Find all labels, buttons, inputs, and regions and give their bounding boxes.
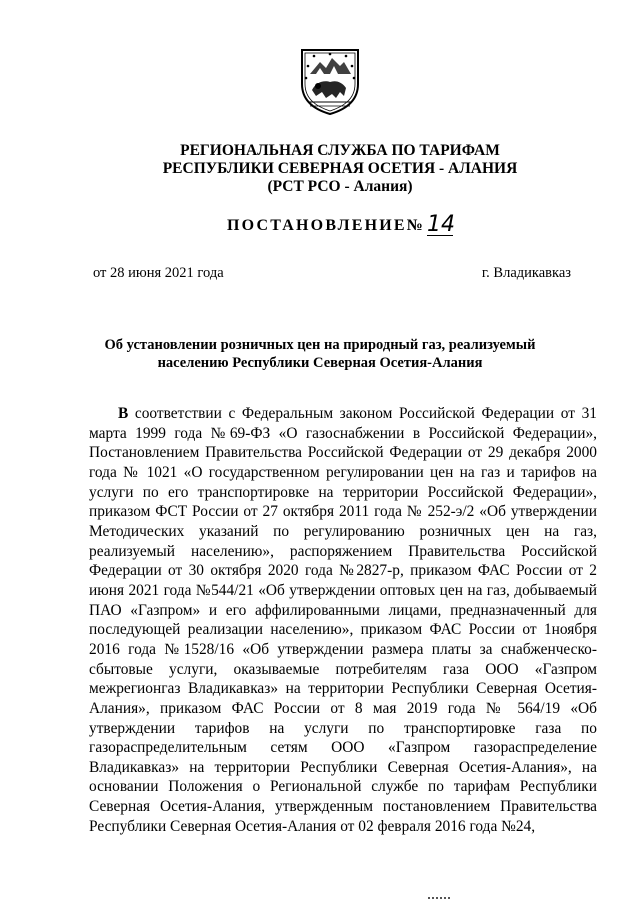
issuer-header: [0, 142, 640, 196]
document-subject: Об установлении розничных цен на природный газ, реализуемый населению Республики Северная Осетия-Алания: [104, 337, 536, 371]
number-sign: №: [406, 217, 426, 234]
coat-of-arms-icon: [296, 44, 364, 116]
document-type: ПОСТАНОВЛЕНИЕ: [226, 217, 407, 234]
document-date: от 28 июня 2021 года: [93, 265, 224, 281]
document-city: г. Владикавказ: [481, 265, 571, 281]
document-number: 14: [427, 212, 456, 237]
body-paragraph: [89, 404, 597, 836]
header-line-3: (РСТ РСО - Алания): [267, 178, 413, 195]
header-line-2: РЕСПУБЛИКИ СЕВЕРНАЯ ОСЕТИЯ - АЛАНИЯ: [162, 160, 518, 177]
date-place-row: [93, 265, 571, 282]
body-paragraph-text: соответствии с Федеральным законом Российской Федерации от 31 марта 1999 года №69-ФЗ «О газоснабжении в Российской Федерации», Постановлением Правительства Российской Федерации от 29 декабря 2000 года № 1021 «О государственном регулировании цен на газ и тарифов на услуги по его транспортировке на территории Российской Федерации», приказом ФСТ России от 27 октября 2011 года № 252-э/2 «Об утверждении Методических указаний по регулированию розничных цен на газ, реализуемый населению», распоряжением Правительства Российской Федерации от 30 октября 2020 года №2827-р, приказом ФАС России от 2 июня 2021 года №544/21 «Об утверждении оптовых цен на газ, добываемый ПАО «Газпром» и его аффилированными лицами, предназначенный для последующей реализации населению», приказом ФАС России от 1ноября 2016 года №1528/16 «Об утверждении размера платы за снабженческо-сбытовые услуги, оказываемые потребителям газа ООО «Газпром межрегионгаз Владикавказ» на территории Республики Северная Осетия-Алания», приказом ФАС России от 8 мая 2019 года № 564/19 «Об утверждении тарифов на услуги по транспортировке газа по газораспределительным сетям ООО «Газпром газораспределение Владикавказ» на территории Республики Северная Осетия-Алания», на основании Положения о Региональной службе по тарифам Республики Северная Осетия-Алания, утвержденным постановлением Правительства Республики Северная Осетия-Алания от 02 февраля 2016 года №24,: [89, 405, 597, 835]
body-lead-word: В: [118, 405, 129, 422]
document-title: [0, 212, 640, 237]
header-line-1: РЕГИОНАЛЬНАЯ СЛУЖБА ПО ТАРИФАМ: [180, 142, 500, 159]
page-footer-mark: [428, 897, 452, 899]
